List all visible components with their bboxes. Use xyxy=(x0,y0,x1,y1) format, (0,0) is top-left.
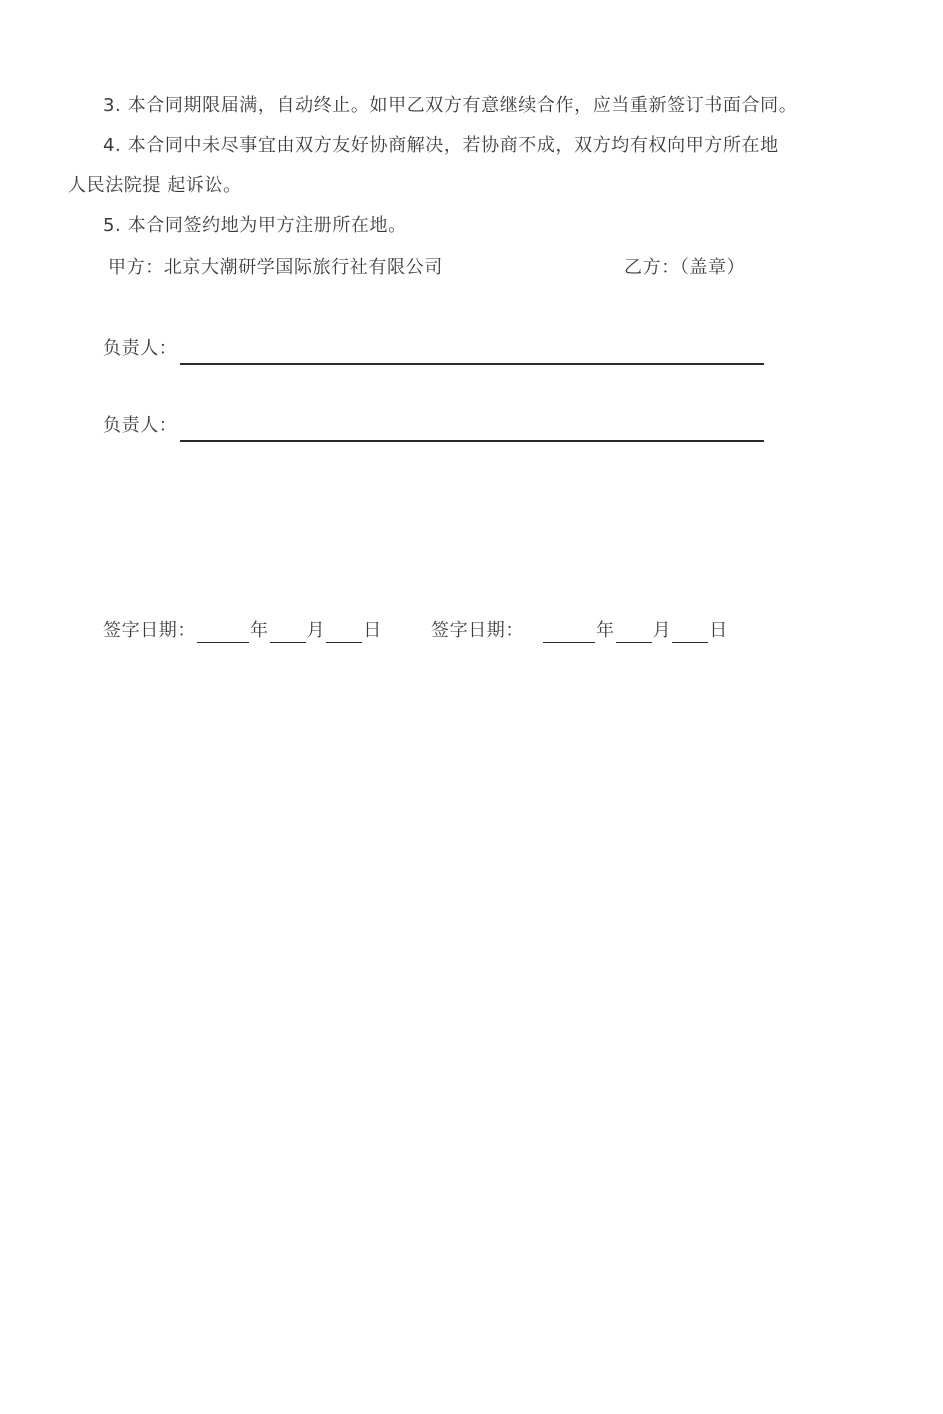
signature-block-1 xyxy=(103,337,773,367)
year-blank[interactable] xyxy=(543,622,595,643)
signature-line[interactable] xyxy=(180,363,764,365)
clause-5: 5. 本合同签约地为甲方注册所在地。 xyxy=(103,215,407,236)
month-blank[interactable] xyxy=(270,622,306,643)
sign-date-b xyxy=(431,619,728,643)
clause-4-line-1: 4. 本合同中未尽事宜由双方友好协商解决，若协商不成，双方均有权向甲方所在地 xyxy=(103,135,779,156)
clause-3: 3. 本合同期限届满，自动终止。如甲乙双方有意继续合作，应当重新签订书面合同。 xyxy=(103,95,798,116)
signature-line[interactable] xyxy=(180,440,764,442)
month-blank[interactable] xyxy=(616,622,652,643)
day-label: 日 xyxy=(709,620,728,641)
day-blank[interactable] xyxy=(672,622,708,643)
signature-block-2 xyxy=(103,414,773,444)
month-label: 月 xyxy=(652,620,672,641)
day-blank[interactable] xyxy=(326,622,362,643)
party-b-seal: 乙方：（盖章） xyxy=(624,257,746,278)
year-blank[interactable] xyxy=(197,622,249,643)
sign-date-a xyxy=(103,619,382,643)
day-label: 日 xyxy=(363,620,382,641)
year-label: 年 xyxy=(250,620,269,641)
date-label: 签字日期： xyxy=(431,620,524,641)
month-label: 月 xyxy=(306,620,326,641)
party-a: 甲方：北京大潮研学国际旅行社有限公司 xyxy=(108,257,443,278)
clause-4-line-2: 人民法院提 起诉讼。 xyxy=(68,175,242,196)
date-label: 签字日期： xyxy=(103,620,196,641)
year-label: 年 xyxy=(596,620,615,641)
signature-label: 负责人： xyxy=(103,415,178,436)
signature-label: 负责人： xyxy=(103,338,178,359)
